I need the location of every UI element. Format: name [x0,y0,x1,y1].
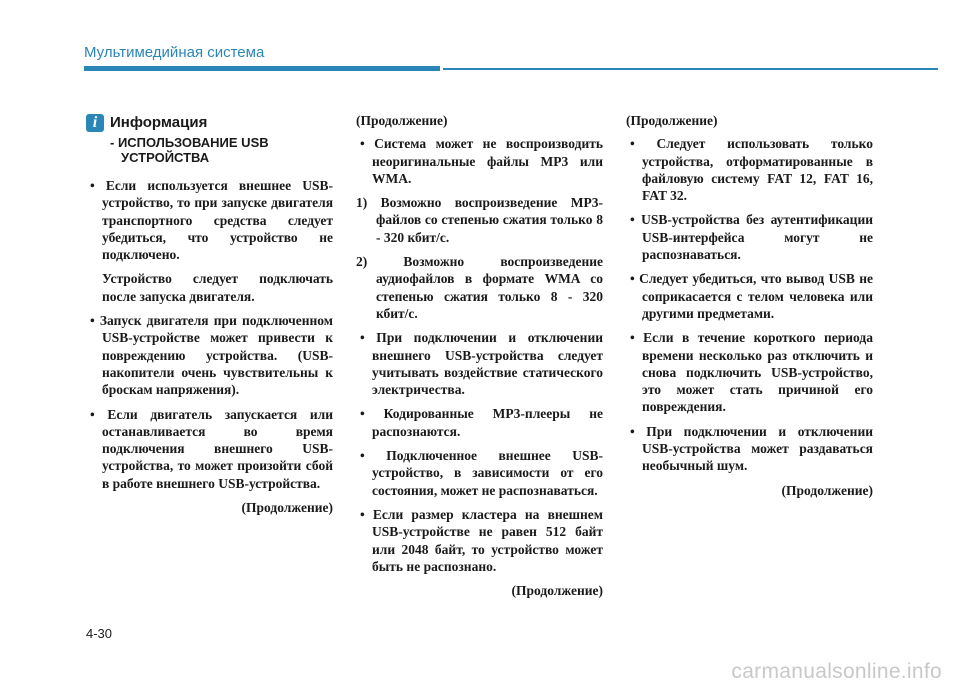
col3-bullet-2: • USB-устройства без аутентификации USB-интерфейса могут не распознаваться. [630,212,873,263]
info-icon: i [86,114,104,132]
info-title: Информация [110,114,208,131]
section-title: Мультимедийная система [84,44,265,61]
col2-bullet-2: • При подключении и отключении внешнего USB-устройства следует учитывать воздействие статического электричества. [360,330,603,398]
col3-bullet-5: • При подключении и отключении USB-устройства может раздаваться необычный шум. [630,423,873,474]
page-number: 4-30 [86,626,113,641]
col2-numbered-2: 2) Возможно воспроизведение аудиофайлов в формате WMA со степенью сжатия только 8 - 320 кбит/с. [356,254,603,321]
header-rule-thick [84,66,440,71]
col1-bullet-3: • Если двигатель запускается или останавливается во время подключения внешнего USB-устройства, то может произойти сбой в работе внешнего USB-устройства. [90,406,333,491]
watermark: carmanualsonline.info [731,660,942,683]
col2-numbered-1: 1) Возможно воспроизведение MP3-файлов со степенью сжатия только 8 - 320 кбит/с. [356,195,603,245]
column-2 [356,112,603,599]
col3-continued: (Продолжение) [781,482,873,498]
col2-continued: (Продолжение) [511,583,603,599]
col3-bullet-1: • Следует использовать только устройства, отформатированные в файловую систему FAT 12, FAT 16, FAT 32. [630,136,873,204]
column-3 [626,112,873,499]
col3-continued-head: (Продолжение) [626,113,718,128]
info-heading [86,114,333,165]
col3-bullet-3: • Следует убедиться, что вывод USB не соприкасается с телом человека или другими предметами. [630,271,873,321]
col2-bullet-3: • Кодированные MP3-плееры не распознаются. [360,406,603,439]
column-1 [86,112,333,516]
col3-bullet-4: • Если в течение короткого периода времени несколько раз отключить и снова подключить USB-устройство, это может стать причиной его повреждения. [630,330,873,415]
header-rule-thin [443,68,938,70]
col2-bullet-1: • Система может не воспроизводить неоригинальные файлы MP3 или WMA. [360,136,603,186]
info-subtitle [110,135,269,165]
col2-bullet-5: • Если размер кластера на внешнем USB-устройстве не равен 512 байт или 2048 байт, то устройство может быть не распознано. [360,506,603,574]
info-subtitle-line1: - ИСПОЛЬЗОВАНИЕ USB [110,135,269,150]
col2-continued-head: (Продолжение) [356,113,448,128]
col1-bullet-1-continuation: Устройство следует подключать после запуска двигателя. [102,271,333,304]
col1-continued: (Продолжение) [241,500,333,516]
col2-bullet-4: • Подключенное внешнее USB-устройство, в зависимости от его состояния, может не распознаваться. [360,448,603,498]
col1-bullet-1: • Если используется внешнее USB-устройство, то при запуске двигателя транспортного средства следует убедиться, что устройство не подключено. [90,178,333,263]
info-subtitle-line2: УСТРОЙСТВА [121,150,210,165]
col1-bullet-2: • Запуск двигателя при подключенном USB-устройстве может привести к повреждению устройства. (USB-накопители очень чувствительны к броскам напряжения). [90,313,333,398]
